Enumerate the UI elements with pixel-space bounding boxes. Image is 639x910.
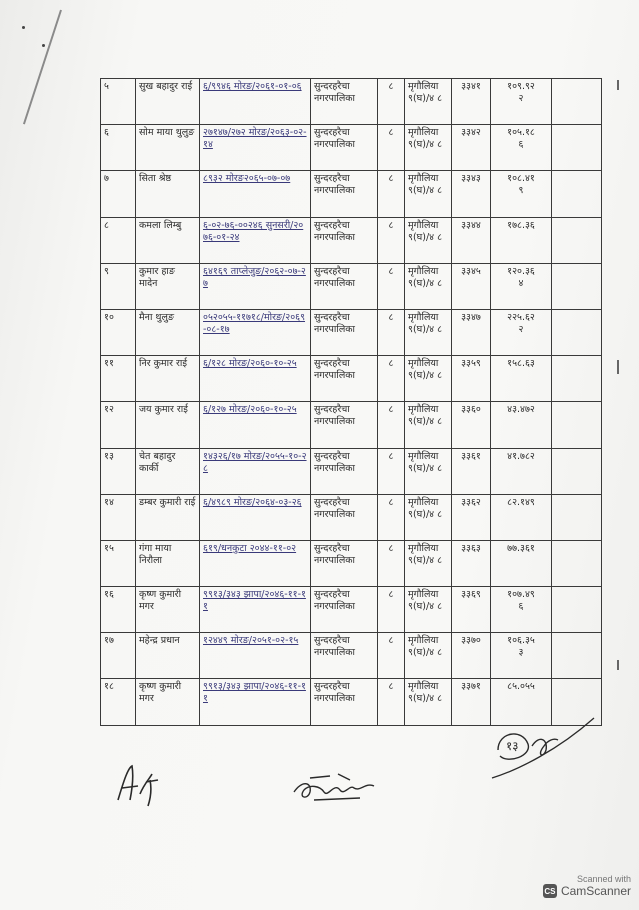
citizenship-text: ६/१२८ मोरङ/२०६०-१०-२५ [203, 358, 297, 370]
owner-name-cell: सोम माया थुलुङ [136, 125, 200, 171]
plot-location-cell: मृगौलिया ९(घ)/४ ८ [405, 309, 452, 355]
remarks-cell [552, 79, 602, 125]
citizenship-cell [200, 540, 311, 586]
owner-name-cell: गंगा माया निरौला [136, 540, 200, 586]
edge-mark [617, 360, 619, 374]
table-row [101, 448, 602, 494]
owner-name-cell: कमला लिम्बु [136, 217, 200, 263]
area-cell: १५८.६३ [491, 356, 552, 402]
kitta-number-cell: ३३५९ [452, 356, 491, 402]
municipality-cell: सुन्दरहरैचा नगरपालिका [311, 540, 378, 586]
citizenship-text: ६/१२७ मोरङ/२०६०-१०-२५ [203, 404, 297, 416]
plot-location-cell: मृगौलिया ९(घ)/४ ८ [405, 587, 452, 633]
citizenship-cell [200, 356, 311, 402]
table-row [101, 587, 602, 633]
plot-location-cell: मृगौलिया ९(घ)/४ ८ [405, 402, 452, 448]
kitta-number-cell: ३३६९ [452, 587, 491, 633]
municipality-cell: सुन्दरहरैचा नगरपालिका [311, 494, 378, 540]
kitta-number-cell: ३३६३ [452, 540, 491, 586]
speck [22, 26, 25, 29]
remarks-cell [552, 402, 602, 448]
ward-cell: ८ [378, 448, 405, 494]
ward-cell: ८ [378, 263, 405, 309]
serial-number-cell: १६ [101, 587, 136, 633]
citizenship-cell [200, 448, 311, 494]
table-row [101, 263, 602, 309]
citizenship-text: ८९३२ मोरङ२०६५-०७-०७ [203, 173, 291, 185]
owner-name-cell: कुमार हाङ मादेन [136, 263, 200, 309]
ward-cell: ८ [378, 125, 405, 171]
citizenship-text: १२४४९ मोरङ/२०५१-०२-१५ [203, 635, 299, 647]
remarks-cell [552, 309, 602, 355]
kitta-number-cell: ३३६२ [452, 494, 491, 540]
municipality-cell: सुन्दरहरैचा नगरपालिका [311, 633, 378, 679]
serial-number-cell: १५ [101, 540, 136, 586]
kitta-number-cell: ३३४२ [452, 125, 491, 171]
plot-location-cell: मृगौलिया ९(घ)/४ ८ [405, 494, 452, 540]
kitta-number-cell: ३३४७ [452, 309, 491, 355]
plot-location-cell: मृगौलिया ९(घ)/४ ८ [405, 679, 452, 725]
municipality-cell: सुन्दरहरैचा नगरपालिका [311, 171, 378, 217]
signature-1 [110, 760, 180, 810]
ward-cell: ८ [378, 171, 405, 217]
municipality-cell: सुन्दरहरैचा नगरपालिका [311, 263, 378, 309]
remarks-cell [552, 125, 602, 171]
table-row [101, 125, 602, 171]
serial-number-cell: १० [101, 309, 136, 355]
kitta-number-cell: ३३४४ [452, 217, 491, 263]
serial-number-cell: १४ [101, 494, 136, 540]
signature-number: १३ [506, 739, 519, 753]
remarks-cell [552, 448, 602, 494]
ward-cell: ८ [378, 587, 405, 633]
kitta-number-cell: ३३६० [452, 402, 491, 448]
area-cell: १२०.३६ ४ [491, 263, 552, 309]
owner-name-cell: मैना थुलुङ [136, 309, 200, 355]
citizenship-cell [200, 309, 311, 355]
plot-location-cell: मृगौलिया ९(घ)/४ ८ [405, 448, 452, 494]
citizenship-text: १४३२६/१७ मोरङ/२०५५-१०-२८ [203, 450, 307, 474]
serial-number-cell: १३ [101, 448, 136, 494]
land-records-table [100, 78, 602, 726]
area-cell: १०६.३५ ३ [491, 633, 552, 679]
area-cell: ८५.०५५ [491, 679, 552, 725]
citizenship-text: २७१४७/२७२ मोरङ/२०६३-०२-१४ [203, 127, 307, 151]
plot-location-cell: मृगौलिया ९(घ)/४ ८ [405, 540, 452, 586]
citizenship-cell [200, 217, 311, 263]
signature-2 [290, 770, 380, 810]
page-fold-line [23, 10, 62, 125]
owner-name-cell: डम्बर कुमारी राई [136, 494, 200, 540]
kitta-number-cell: ३३७१ [452, 679, 491, 725]
remarks-cell [552, 171, 602, 217]
ward-cell: ८ [378, 402, 405, 448]
remarks-cell [552, 356, 602, 402]
remarks-cell [552, 263, 602, 309]
speck [42, 44, 45, 47]
municipality-cell: सुन्दरहरैचा नगरपालिका [311, 679, 378, 725]
area-cell: ४१.७८२ [491, 448, 552, 494]
citizenship-cell [200, 125, 311, 171]
scanner-brand: CamScanner [560, 884, 631, 898]
plot-location-cell: मृगौलिया ९(घ)/४ ८ [405, 125, 452, 171]
table-row [101, 356, 602, 402]
remarks-cell [552, 494, 602, 540]
area-cell: २२५.६२ २ [491, 309, 552, 355]
area-cell: १०५.१८ ६ [491, 125, 552, 171]
citizenship-text: ६-०२-७६-००२४६ सुनसरी/२०७६-०१-२४ [203, 219, 304, 243]
scanner-caption: Scanned with [576, 874, 631, 884]
ward-cell: ८ [378, 79, 405, 125]
ward-cell: ८ [378, 356, 405, 402]
table-row [101, 540, 602, 586]
remarks-cell [552, 587, 602, 633]
table-row [101, 217, 602, 263]
citizenship-text: ९९१३/३४३ झापा/२०४६-११-११ [203, 589, 306, 613]
remarks-cell [552, 540, 602, 586]
edge-mark [617, 80, 619, 90]
table-row [101, 633, 602, 679]
municipality-cell: सुन्दरहरैचा नगरपालिका [311, 309, 378, 355]
citizenship-cell [200, 679, 311, 725]
serial-number-cell: १२ [101, 402, 136, 448]
municipality-cell: सुन्दरहरैचा नगरपालिका [311, 125, 378, 171]
area-cell: १०९.९२ २ [491, 79, 552, 125]
table-row [101, 494, 602, 540]
citizenship-text: ९९१३/३४३ झापा/२०४६-११-११ [203, 681, 306, 705]
camscanner-logo-icon: CS [543, 884, 557, 898]
citizenship-text: ६/९९४६ मोरङ/२०६१-०१-०६ [203, 81, 302, 92]
table-row [101, 402, 602, 448]
citizenship-cell [200, 402, 311, 448]
owner-name-cell: कृष्ण कुमारी मगर [136, 679, 200, 725]
owner-name-cell: जय कुमार राई [136, 402, 200, 448]
municipality-cell: सुन्दरहरैचा नगरपालिका [311, 587, 378, 633]
serial-number-cell: ११ [101, 356, 136, 402]
kitta-number-cell: ३३७० [452, 633, 491, 679]
ward-cell: ८ [378, 540, 405, 586]
ward-cell: ८ [378, 494, 405, 540]
area-cell: ४३.४७२ [491, 402, 552, 448]
citizenship-cell [200, 587, 311, 633]
plot-location-cell: मृगौलिया ९(घ)/४ ८ [405, 217, 452, 263]
owner-name-cell: महेन्द्र प्रधान [136, 633, 200, 679]
remarks-cell [552, 633, 602, 679]
citizenship-text: ६१९/धनकुटा २०४४-११-०२ [203, 542, 297, 554]
kitta-number-cell: ३३४३ [452, 171, 491, 217]
ward-cell: ८ [378, 309, 405, 355]
ward-cell: ८ [378, 633, 405, 679]
citizenship-text: ६४१६९ ताप्लेजुङ/२०६२-०७-२७ [203, 265, 306, 289]
kitta-number-cell: ३३४१ [452, 79, 491, 125]
area-cell: ८२.१४९ [491, 494, 552, 540]
citizenship-cell [200, 171, 311, 217]
kitta-number-cell: ३३४५ [452, 263, 491, 309]
plot-location-cell: मृगौलिया ९(घ)/४ ८ [405, 79, 452, 125]
citizenship-text: ०५२०५५-११७१८/मोरङ/२०६९-०८-१७ [203, 311, 306, 335]
municipality-cell: सुन्दरहरैचा नगरपालिका [311, 402, 378, 448]
municipality-cell: सुन्दरहरैचा नगरपालिका [311, 217, 378, 263]
citizenship-cell [200, 633, 311, 679]
citizenship-cell [200, 79, 311, 125]
table-row [101, 171, 602, 217]
remarks-cell [552, 217, 602, 263]
serial-number-cell: १८ [101, 679, 136, 725]
area-cell: १०८.४१ ९ [491, 171, 552, 217]
serial-number-cell: ७ [101, 171, 136, 217]
serial-number-cell: ९ [101, 263, 136, 309]
plot-location-cell: मृगौलिया ९(घ)/४ ८ [405, 356, 452, 402]
owner-name-cell: सिता श्रेष्ठ [136, 171, 200, 217]
area-cell: १०७.४९ ६ [491, 587, 552, 633]
citizenship-cell [200, 263, 311, 309]
municipality-cell: सुन्दरहरैचा नगरपालिका [311, 79, 378, 125]
plot-location-cell: मृगौलिया ९(घ)/४ ८ [405, 263, 452, 309]
owner-name-cell: सुख बहादुर राई [136, 79, 200, 125]
municipality-cell: सुन्दरहरैचा नगरपालिका [311, 356, 378, 402]
owner-name-cell: निर कुमार राई [136, 356, 200, 402]
kitta-number-cell: ३३६१ [452, 448, 491, 494]
serial-number-cell: १७ [101, 633, 136, 679]
initial-mark [488, 710, 598, 784]
area-cell: ७७.३६१ [491, 540, 552, 586]
camscanner-watermark [543, 874, 631, 898]
serial-number-cell: ६ [101, 125, 136, 171]
table-row [101, 309, 602, 355]
table-row [101, 79, 602, 125]
area-cell: १७८.३६ [491, 217, 552, 263]
plot-location-cell: मृगौलिया ९(घ)/४ ८ [405, 171, 452, 217]
ward-cell: ८ [378, 679, 405, 725]
plot-location-cell: मृगौलिया ९(घ)/४ ८ [405, 633, 452, 679]
serial-number-cell: ८ [101, 217, 136, 263]
owner-name-cell: कृष्ण कुमारी मगर [136, 587, 200, 633]
citizenship-text: ६/४९८९ मोरङ/२०६४-०३-२६ [203, 496, 302, 508]
edge-mark [617, 660, 619, 670]
citizenship-cell [200, 494, 311, 540]
municipality-cell: सुन्दरहरैचा नगरपालिका [311, 448, 378, 494]
owner-name-cell: चेत बहादुर कार्की [136, 448, 200, 494]
ward-cell: ८ [378, 217, 405, 263]
serial-number-cell: ५ [101, 79, 136, 125]
